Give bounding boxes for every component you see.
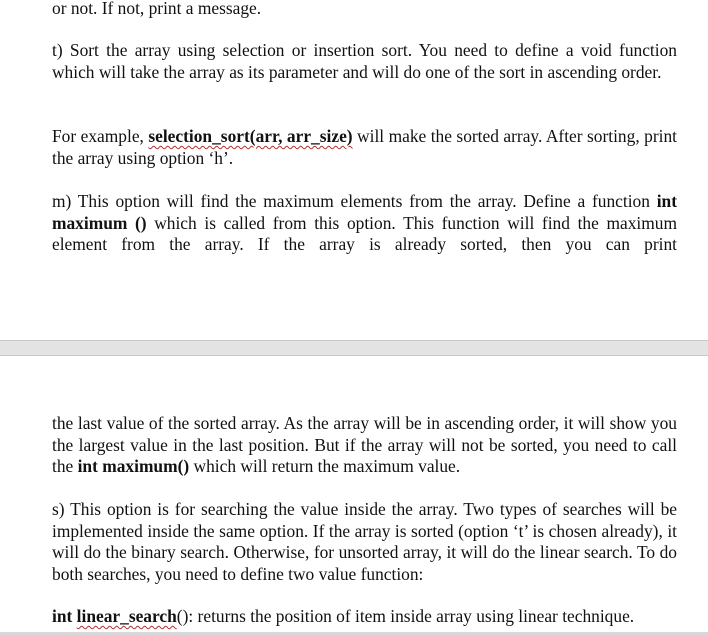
cont-prefix: the last value of the sorted array. As the array will be in ascending order, it will show you the largest value in the last position. But if the array will not be sorted, you need to call the	[52, 413, 677, 476]
para-m-function: int maximum ()	[52, 191, 677, 233]
paragraph-s-text: s) This option is for searching the value inside the array. Two types of searches will be implemented inside the same option. If the array is sorted (option ‘t’ is chosen already), it will do the binary search. Otherwise, for unsorted array, it will do the linear search. To do both searches, you need to define two value function:	[52, 499, 677, 584]
paragraph-t-text: t) Sort the array using selection or insertion sort. You need to define a void function which will take the array as its parameter and will do one of the sort in ascending order.	[52, 40, 677, 82]
paragraph-linear	[52, 606, 677, 628]
paragraph-example	[52, 126, 677, 169]
linear-function-name: linear_search	[76, 606, 177, 626]
example-suffix: will make the sorted array. After sorting, print the array using option ‘h’.	[52, 126, 677, 168]
text-line-top	[52, 0, 677, 20]
paragraph-m-continued	[52, 413, 677, 478]
example-prefix: For example,	[52, 126, 149, 146]
paragraph-m	[52, 191, 677, 256]
paragraph-continuation: or not. If not, print a message.	[52, 0, 262, 18]
para-m-prefix: m) This option will find the maximum elements from the array. Define a function	[52, 191, 657, 211]
page-break-gap	[0, 340, 708, 356]
linear-suffix: (): returns the position of item inside array using linear technique.	[176, 606, 635, 626]
paragraph-s	[52, 499, 677, 585]
cont-suffix: which will return the maximum value.	[189, 456, 461, 476]
example-function-name: selection_sort(arr, arr_size)	[148, 126, 353, 146]
linear-keyword: int	[52, 606, 77, 626]
paragraph-t	[52, 40, 677, 83]
cont-function: int maximum()	[77, 456, 190, 476]
para-m-suffix: which is called from this option. This function will find the maximum element from the array. If the array is already sorted, then you can print	[52, 212, 677, 254]
document-page-2	[0, 356, 708, 635]
